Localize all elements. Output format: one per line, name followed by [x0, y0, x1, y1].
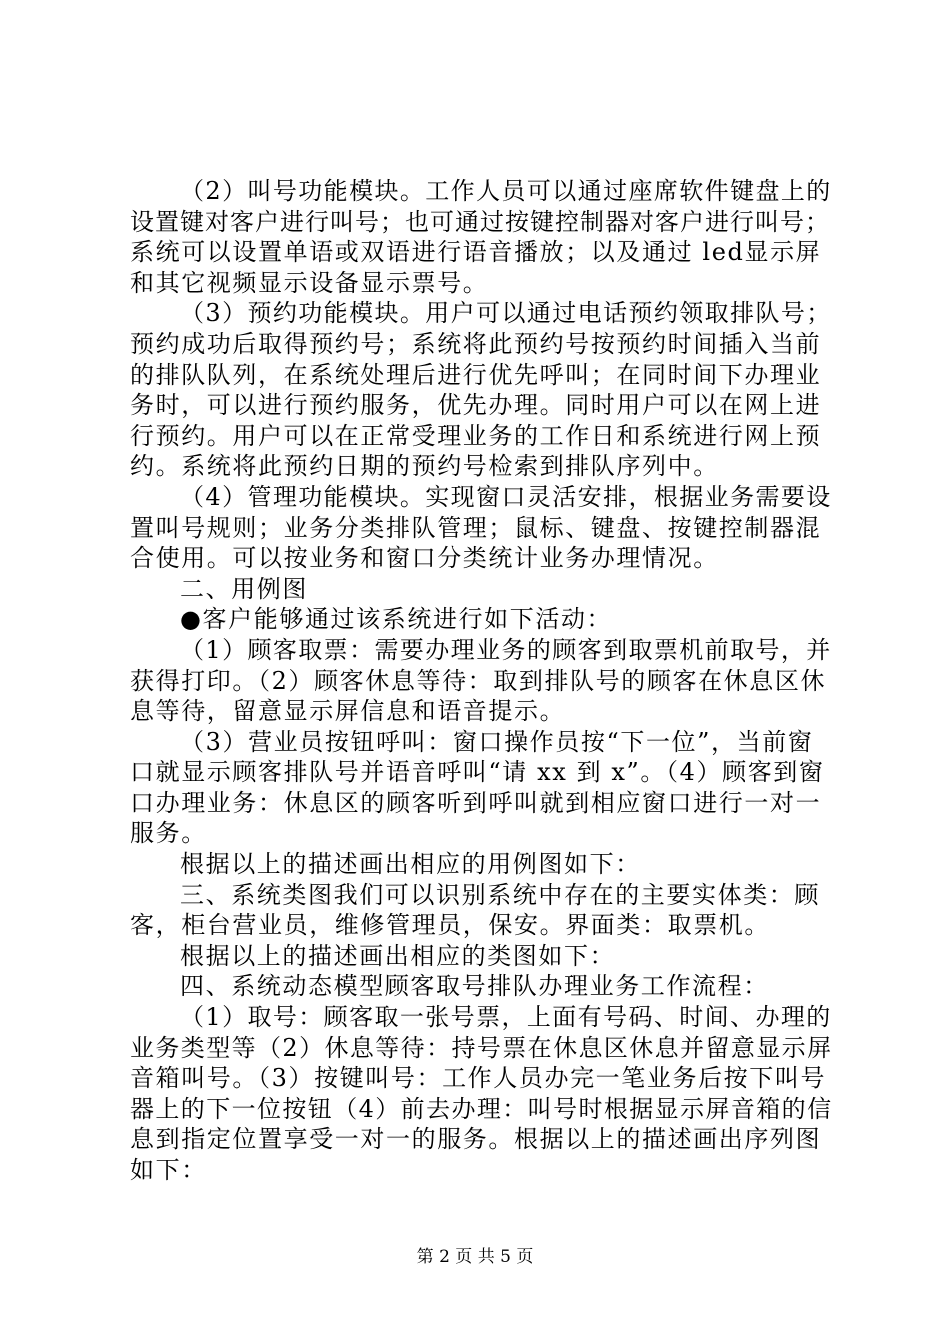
text-line: 器上的下一位按钮（4）前去办理：叫号时根据显示屏音箱的信	[130, 1094, 833, 1123]
text-line: 口办理业务：休息区的顾客听到呼叫就到相应窗口进行一对一	[130, 788, 822, 817]
text-line: 四、系统动态模型顾客取号排队办理业务工作流程：	[180, 972, 769, 1001]
text-line: 如下：	[130, 1156, 207, 1184]
text-line: 置叫号规则；业务分类排队管理；鼠标、键盘、按键控制器混	[130, 513, 822, 542]
text-line: 息等待，留意显示屏信息和语音提示。	[130, 697, 566, 726]
text-line: 和其它视频显示设备显示票号。	[130, 268, 489, 297]
text-line: 务时，可以进行预约服务，优先办理。同时用户可以在网上进	[130, 391, 822, 420]
text-line: ●客户能够通过该系统进行如下活动：	[180, 605, 613, 634]
text-line: 音箱叫号。（3）按键叫号：工作人员办完一笔业务后按下叫号	[130, 1064, 827, 1093]
page-footer: 第 2 页 共 5 页	[416, 1247, 534, 1267]
text-line: （4）管理功能模块。实现窗口灵活安排，根据业务需要设	[180, 482, 832, 511]
text-line: 系统可以设置单语或双语进行语音播放；以及通过 led显示屏	[130, 238, 822, 267]
text-line: （3）预约功能模块。用户可以通过电话预约领取排队号；	[180, 299, 832, 328]
text-line: （1）取号：顾客取一张号票，上面有号码、时间、办理的	[180, 1003, 832, 1032]
text-line: 设置键对客户进行叫号；也可通过按键控制器对客户进行叫号；	[130, 207, 830, 236]
text-line: 三、系统类图我们可以识别系统中存在的主要实体类：顾	[180, 880, 820, 909]
text-line: （2）叫号功能模块。工作人员可以通过座席软件键盘上的	[180, 177, 832, 205]
text-line: 客，柜台营业员，维修管理员，保安。界面类：取票机。	[130, 911, 770, 940]
text-line: 预约成功后取得预约号；系统将此预约号按预约时间插入当前	[130, 329, 822, 358]
text-line: 行预约。用户可以在正常受理业务的工作日和系统进行网上预	[130, 421, 822, 450]
text-line: 二、用例图	[180, 574, 308, 603]
text-line: 业务类型等（2）休息等待：持号票在休息区休息并留意显示屏	[130, 1033, 833, 1062]
document-body	[130, 176, 835, 1186]
text-line: 获得打印。（2）顾客休息等待：取到排队号的顾客在休息区休	[130, 666, 827, 695]
text-line: 的排队队列，在系统处理后进行优先呼叫；在同时间下办理业	[130, 360, 822, 389]
text-line: 约。系统将此预约日期的预约号检索到排队序列中。	[130, 452, 719, 481]
text-line: 服务。	[130, 819, 207, 848]
text-line: （1）顾客取票：需要办理业务的顾客到取票机前取号，并	[180, 635, 832, 664]
text-line: 口就显示顾客排队号并语音呼叫“请 xx 到 x”。（4）顾客到窗	[130, 758, 825, 787]
text-line: （3）营业员按钮呼叫：窗口操作员按“下一位”，当前窗	[180, 727, 814, 756]
text-line: 合使用。可以按业务和窗口分类统计业务办理情况。	[130, 544, 719, 573]
text-line: 根据以上的描述画出相应的用例图如下：	[180, 850, 641, 879]
text-line: 根据以上的描述画出相应的类图如下：	[180, 941, 616, 970]
text-line: 息到指定位置享受一对一的服务。根据以上的描述画出序列图	[130, 1125, 822, 1154]
